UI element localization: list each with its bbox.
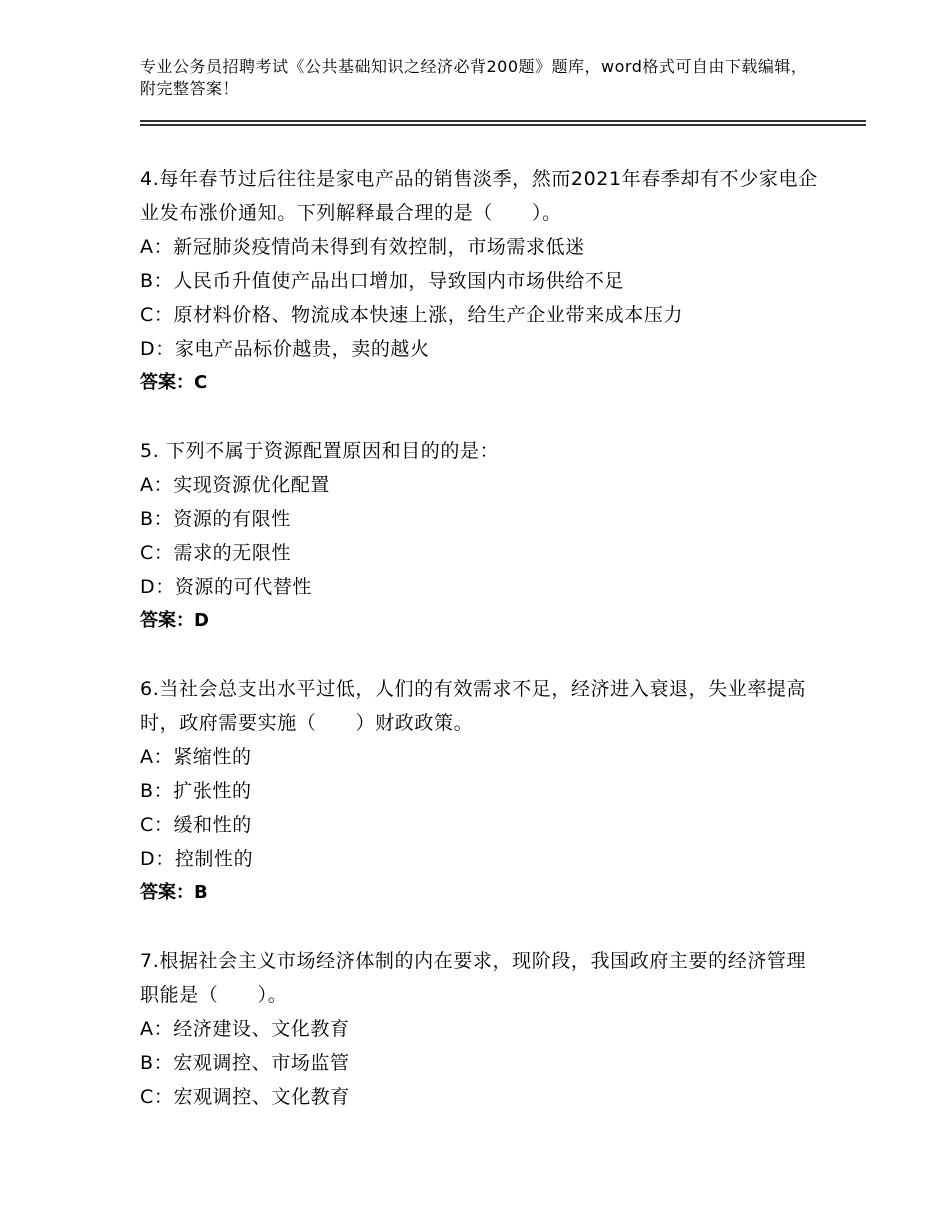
option-b: B：资源的有限性: [140, 508, 291, 530]
option-a: A：经济建设、文化教育: [140, 1018, 350, 1040]
option-a: A：新冠肺炎疫情尚未得到有效控制，市场需求低迷: [140, 236, 585, 258]
option-c: C：需求的无限性: [140, 542, 292, 564]
answer: 答案：D: [140, 610, 209, 631]
question-6: [140, 672, 820, 910]
option-d: D：控制性的: [140, 848, 254, 870]
question-4: [140, 162, 820, 400]
option-c: C：缓和性的: [140, 814, 252, 836]
header-rule-top: [140, 120, 866, 122]
option-d: D：家电产品标价越贵，卖的越火: [140, 338, 430, 360]
header-rule-bottom: [140, 124, 866, 126]
option-b: B：宏观调控、市场监管: [140, 1052, 350, 1074]
question-text: 7.根据社会主义市场经济体制的内在要求，现阶段，我国政府主要的经济管理职能是（ ）。: [140, 950, 807, 1006]
option-a: A：实现资源优化配置: [140, 474, 330, 496]
option-d: D：资源的可代替性: [140, 576, 313, 598]
document-header: 专业公务员招聘考试《公共基础知识之经济必背200题》题库，word格式可自由下载编辑，附完整答案！: [140, 57, 808, 98]
option-b: B：扩张性的: [140, 780, 252, 802]
question-7: [140, 944, 820, 1114]
question-text: 6.当社会总支出水平过低，人们的有效需求不足，经济进入衰退，失业率提高时，政府需要实施（ ）财政政策。: [140, 678, 807, 734]
option-b: B：人民币升值使产品出口增加，导致国内市场供给不足: [140, 270, 625, 292]
option-c: C：原材料价格、物流成本快速上涨，给生产企业带来成本压力: [140, 304, 684, 326]
option-a: A：紧缩性的: [140, 746, 252, 768]
question-list: [140, 162, 820, 1148]
question-text: 5. 下列不属于资源配置原因和目的的是：: [140, 440, 500, 462]
question-text: 4.每年春节过后往往是家电产品的销售淡季，然而2021年春季却有不少家电企业发布涨价通知。下列解释最合理的是（ ）。: [140, 168, 818, 224]
question-5: [140, 434, 820, 638]
answer: 答案：C: [140, 372, 208, 393]
answer: 答案：B: [140, 882, 208, 903]
option-c: C：宏观调控、文化教育: [140, 1086, 350, 1108]
